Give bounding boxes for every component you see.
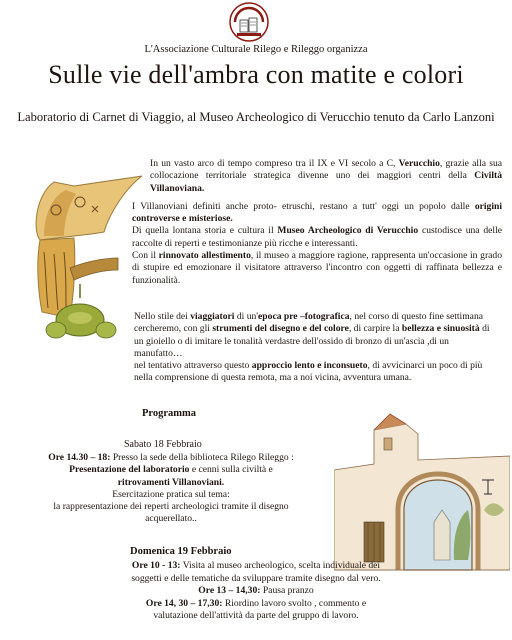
sunday-schedule: Ore 10 - 13: Visita al museo archeologico, scelta individuale dei soggetti e delle tematiche da sviluppare tramite disegno dal vero. Ore 13 – 14,30: Pausa pranzo Ore 14, 30 – 17,30: Riordino lavoro svolto , commento e valutazione dell'attività da parte del gruppo di lavoro. (131, 560, 381, 622)
page-title: Sulle vie dell'ambra con matite e colori (48, 60, 464, 89)
page-subtitle: Laboratorio di Carnet di Viaggio, al Museo Archeologico di Verucchio tenuto da Carlo Lanzoni (17, 110, 495, 124)
intro-paragraph-4: Con il rinnovato allestimento, il museo a maggiore ragione, rappresenta un'occasione in grado di stupire ed emozionare il visitatore attraverso l'incontro con oggetti di raffinata bellezza e funzionalità. (132, 250, 502, 286)
organizer-line: L'Associazione Culturale Rilego e Rileggo organizza (144, 44, 368, 55)
intro-paragraph-1: In un vasto arco di tempo compreso tra il IX e VI secolo a C, Verucchio, grazie alla sua collocazione territoriale strategica divenne uno dei maggiori centri della Civiltà Villanoviana. (150, 158, 503, 194)
bronze-artifact-illustration (14, 172, 146, 342)
program-title: Programma (142, 408, 197, 419)
saturday-date: Sabato 18 Febbraio (124, 439, 202, 450)
intro-section (132, 158, 503, 287)
association-logo (228, 2, 270, 42)
intro-paragraph-3: Di quella lontana storia e cultura il Museo Archeologico di Verucchio custodisce una delle raccolte di reperti e testimonianze più ricche e interessanti. (132, 225, 502, 249)
sunday-date: Domenica 19 Febbraio (130, 546, 232, 557)
intro-paragraph-2: I Villanoviani definiti anche proto- etruschi, restano a tutt' oggi un popolo dalle origini controverse e misteriose. (132, 200, 502, 225)
archway-illustration (334, 410, 510, 578)
saturday-schedule: Ore 14.30 – 18: Presso la sede della biblioteca Rilego Rileggo : Presentazione del laboratorio e cenni sulla civiltà e ritrovamenti Villanoviani. Esercitazione pratica sul tema: la rappresentazione dei reperti archeologici tramite il disegno acquerellato.. (48, 452, 294, 525)
travellers-paragraph: Nello stile dei viaggiatori di un'epoca pre –fotografica, nel corso di questo fine settimana cercheremo, con gli strumenti del disegno e del colore, di carpire la bellezza e sinuosità di un gioiello o di imitare le tonalità verdastre dell'ossido di bronzo di un'ascia ,di un manufatto… nel tentativo attraverso questo approccio lento e inconsueto, di avvicinarci un poco di più nella comprensione di questa remota, ma a noi vicina, avventura umana. (134, 311, 490, 384)
